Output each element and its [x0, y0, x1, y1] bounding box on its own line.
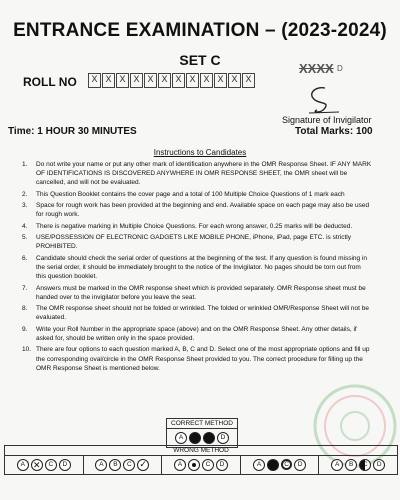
correct-method-label: CORRECT METHOD [167, 419, 237, 429]
wrong-method-box [4, 445, 398, 475]
roll-number-box: X [214, 73, 227, 88]
wrong-method-example [241, 456, 320, 474]
answer-bubble: A [174, 459, 186, 471]
instruction-text: Space for rough work has been provided at the beginning and end. Available space on each page may also be used for rough work. [36, 202, 370, 219]
wrong-method-label: WRONG METHOD [5, 446, 397, 456]
instruction-text: This Question Booklet contains the cover page and a total of 100 Multiple Choice Questions of 1 mark each [36, 190, 345, 198]
roll-number-box: X [88, 73, 101, 88]
signature-label: Signature of Invigilator [282, 115, 372, 125]
answer-bubble: B [345, 459, 357, 471]
answer-bubble: D [59, 459, 71, 471]
answer-bubble: D [294, 459, 306, 471]
roll-number-box: X [144, 73, 157, 88]
exam-duration: Time: 1 HOUR 30 MINUTES [8, 126, 137, 137]
instruction-text: Answers must be marked in the OMR response sheet which is provided separately. OMR Response sheet must be handed over to the invigilator before you leave the seat. [36, 284, 366, 301]
instruction-text: Candidate should check the serial order of questions at the beginning of the test. If any question is found missing in the serial order, it should be immediately brought to the notice of the Invigilator. No pages should be torn out from this question booklet. [36, 254, 367, 281]
instruction-number: 3. [22, 202, 28, 210]
instruction-number: 1. [22, 161, 28, 168]
instruction-item [22, 160, 372, 188]
instruction-number: 8. [22, 305, 28, 313]
instruction-item [22, 325, 372, 343]
answer-bubble: D [373, 459, 385, 471]
instruction-item [22, 190, 372, 199]
roll-number-boxes [88, 73, 256, 88]
answer-bubble: C [123, 459, 135, 471]
set-code-suffix: D [337, 64, 343, 73]
wrong-method-example [5, 456, 84, 474]
wrong-method-example [319, 456, 397, 474]
roll-number-box: X [200, 73, 213, 88]
wrong-method-example [162, 456, 241, 474]
answer-bubble [203, 432, 215, 444]
instruction-text: There are four options to each question marked A, B, C and D. Select one of the most appropriate options and fill up the corresponding oval/circle in the OMR Response Sheet provided to you. The correct procedure for filling up the OMR Response Sheet is mentioned below. [36, 346, 370, 372]
instruction-number: 2. [22, 190, 28, 198]
answer-bubble: A [331, 459, 343, 471]
set-label: SET C [179, 52, 221, 68]
roll-number-box: X [102, 73, 115, 88]
roll-number-box: X [186, 73, 199, 88]
roll-number-box: X [158, 73, 171, 88]
instruction-number: 7. [22, 284, 28, 292]
instruction-item [22, 222, 372, 231]
instruction-item [22, 254, 372, 282]
answer-bubble: A [17, 459, 29, 471]
instruction-text: Do not write your name or put any other mark of identification anywhere in the OMR Response Sheet. IF ANY MARK OF IDENTIFICATIONS IS DISCOVERED ANYWHERE IN OMR RESPONSE SHEET, the OMR sheet will be cancelled, and will not be evaluated. [36, 161, 372, 187]
wrong-method-examples [5, 456, 397, 474]
answer-bubble: A [253, 459, 265, 471]
answer-bubble: A [175, 432, 187, 444]
instruction-text: There is negative marking in Multiple Choice Questions. For each wrong answer, 0.25 marks will be deducted. [36, 222, 353, 230]
answer-bubble [188, 459, 200, 471]
instruction-text: The OMR response sheet should not be folded or wrinkled. The folded or wrinkled OMR/Response Sheet will not be evaluated. [36, 305, 370, 322]
answer-bubble [189, 432, 201, 444]
instruction-number: 10. [22, 346, 32, 354]
answer-bubble [31, 459, 43, 471]
answer-bubble: D [216, 459, 228, 471]
roll-number-label: ROLL NO [23, 75, 77, 89]
set-code: XXXX [299, 61, 334, 76]
wrong-method-example [84, 456, 163, 474]
roll-number-box: X [228, 73, 241, 88]
instruction-number: 4. [22, 222, 28, 230]
correct-method-box [166, 418, 238, 448]
roll-number-box: X [242, 73, 255, 88]
invigilator-signature-icon [295, 84, 345, 116]
answer-bubble: B [109, 459, 121, 471]
answer-bubble: C [359, 459, 371, 471]
answer-bubble: C [281, 459, 292, 470]
instruction-item [22, 345, 372, 373]
instruction-item [22, 201, 372, 219]
instruction-item [22, 304, 372, 322]
roll-number-box: X [130, 73, 143, 88]
instruction-text: Write your Roll Number in the appropriate space (above) and on the OMR Response Sheet. Any other details, if asked for, should be written only in the space provided. [36, 325, 357, 342]
instruction-text: USE/POSSESSION OF ELECTRONIC GADGETS LIKE MOBILE PHONE, iPhone, iPad, page ETC. is strictly PROHIBITED. [36, 234, 351, 251]
answer-bubble: C [45, 459, 57, 471]
total-marks: Total Marks: 100 [295, 126, 373, 137]
instruction-item [22, 284, 372, 302]
answer-bubble [137, 459, 149, 471]
instruction-number: 5. [22, 234, 28, 242]
answer-bubble: D [217, 432, 229, 444]
exam-title: ENTRANCE EXAMINATION – (2023-2024) [13, 20, 387, 41]
top-strip [8, 0, 392, 8]
roll-number-box: X [172, 73, 185, 88]
instruction-item [22, 233, 372, 251]
answer-bubble [267, 459, 279, 471]
instruction-number: 9. [22, 325, 28, 333]
answer-bubble: C [202, 459, 214, 471]
roll-number-box: X [116, 73, 129, 88]
instructions-list [22, 160, 372, 375]
answer-bubble: A [95, 459, 107, 471]
instruction-number: 6. [22, 254, 28, 262]
instructions-title: Instructions to Candidates [153, 148, 247, 157]
